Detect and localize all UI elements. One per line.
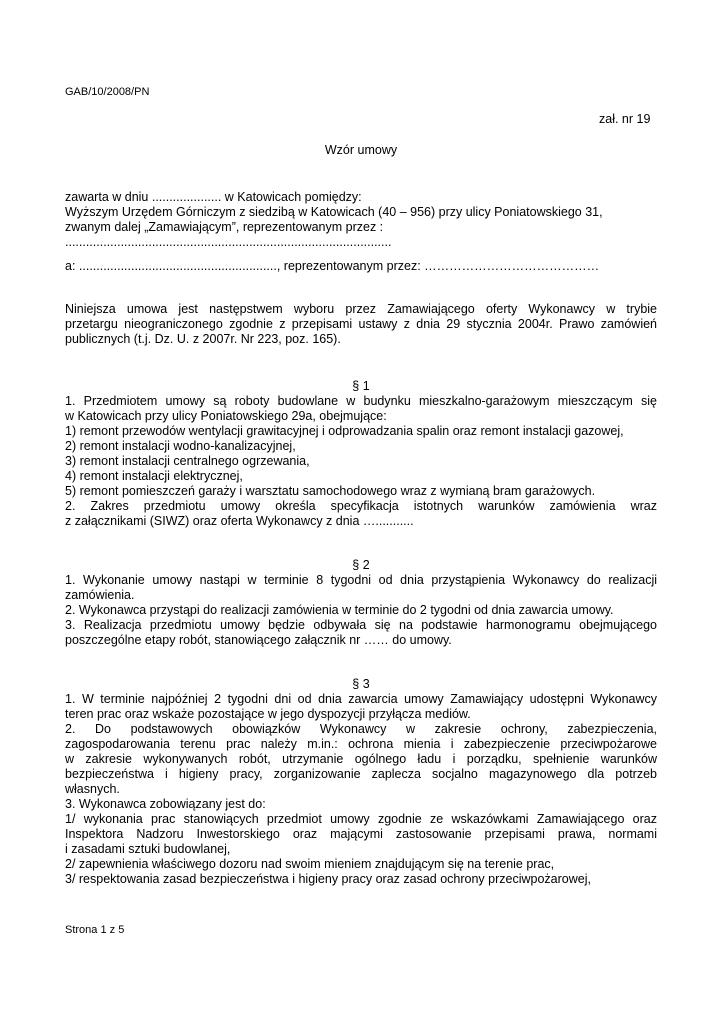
section-line: poszczególne etapy robót, stanowiącego załącznik nr …… do umowy. bbox=[65, 633, 452, 647]
section-heading: § 2 bbox=[352, 558, 370, 572]
section-line: bezpieczeństwa i higieny pracy, zorganizowanie zaplecza socjalno magazynowego dla potrzeb bbox=[65, 767, 657, 781]
intro-line: .............................................................................................. bbox=[65, 235, 392, 249]
section-line: w Katowicach przy ulicy Poniatowskiego 29a, obejmujące: bbox=[65, 409, 387, 423]
section-line: 1. Wykonanie umowy nastąpi w terminie 8 tygodni od dnia przystąpienia Wykonawcy do realizacji bbox=[65, 573, 657, 587]
section-line: zamówienia. bbox=[65, 588, 135, 602]
section-line: 3/ respektowania zasad bezpieczeństwa i higieny pracy oraz zasad ochrony przeciwpożarowej, bbox=[65, 872, 591, 886]
intro-line: zwanym dalej „Zamawiającym”, reprezentowanym przez : bbox=[65, 220, 384, 234]
section-line: 1. Przedmiotem umowy są roboty budowlane w budynku mieszkalno-garażowym mieszczącym się bbox=[65, 394, 657, 408]
section-line: 2) remont instalacji wodno-kanalizacyjnej, bbox=[65, 439, 296, 453]
section-line: z załącznikami (SIWZ) oraz oferta Wykonawcy z dnia …........... bbox=[65, 514, 414, 528]
section-line: 1) remont przewodów wentylacji grawitacyjnej i odprowadzania spalin oraz remont instalacji gazowej, bbox=[65, 424, 624, 438]
section-line: i zasadami sztuki budowlanej, bbox=[65, 842, 231, 856]
section-line: Inspektora Nadzoru Inwestorskiego oraz mającymi zastosowanie przepisami prawa, normami bbox=[65, 827, 657, 841]
section-heading: § 3 bbox=[352, 677, 370, 691]
section-line: 2. Do podstawowych obowiązków Wykonawcy w zakresie ochrony, zabezpieczenia, bbox=[65, 722, 657, 736]
intro-line: zawarta w dniu .................... w Katowicach pomiędzy: bbox=[65, 190, 362, 204]
section-line: 1. W terminie najpóźniej 2 tygodni dni od dnia zawarcia umowy Zamawiający udostępni Wykonawcy bbox=[65, 692, 657, 706]
section-line: 1/ wykonania prac stanowiących przedmiot umowy zgodnie ze wskazówkami Zamawiającego oraz bbox=[65, 812, 657, 826]
section-line: 2. Zakres przedmiotu umowy określa specyfikacja istotnych warunków zamówienia wraz bbox=[65, 499, 657, 513]
section-line: własnych. bbox=[65, 782, 120, 796]
section-heading: § 1 bbox=[352, 379, 370, 393]
preamble-line: Niniejsza umowa jest następstwem wyboru przez Zamawiającego oferty Wykonawcy w trybie bbox=[65, 302, 657, 316]
section-line: 3) remont instalacji centralnego ogrzewania, bbox=[65, 454, 310, 468]
document-code: GAB/10/2008/PN bbox=[65, 86, 150, 98]
section-line: zagospodarowania terenu prac należy m.in.: ochrona mienia i zabezpieczenie przeciwpożarowe bbox=[65, 737, 657, 751]
section-line: 4) remont instalacji elektrycznej, bbox=[65, 469, 243, 483]
attachment-number: zał. nr 19 bbox=[599, 112, 651, 126]
section-line: teren prac oraz wskaże pozostające w jego dyspozycji przyłącza mediów. bbox=[65, 707, 471, 721]
section-line: 3. Realizacja przedmiotu umowy będzie odbywała się na podstawie harmonogramu obejmującego bbox=[65, 618, 657, 632]
page-number: Strona 1 z 5 bbox=[65, 924, 125, 936]
section-line: 3. Wykonawca zobowiązany jest do: bbox=[65, 797, 266, 811]
preamble-line: publicznych (t.j. Dz. U. z 2007r. Nr 223, poz. 165). bbox=[65, 332, 341, 346]
intro-line: Wyższym Urzędem Górniczym z siedzibą w Katowicach (40 – 956) przy ulicy Poniatowskiego 31, bbox=[65, 205, 603, 219]
preamble-line: przetargu nieograniczonego zgodnie z przepisami ustawy z dnia 29 stycznia 2004r. Prawo zamówień bbox=[65, 317, 657, 331]
intro-line: a: ........................................................., reprezentowanym przez: …………………………………… bbox=[65, 259, 600, 273]
document-title: Wzór umowy bbox=[324, 143, 398, 157]
section-line: 5) remont pomieszczeń garaży i warsztatu samochodowego wraz z wymianą bram garażowych. bbox=[65, 484, 596, 498]
section-line: 2/ zapewnienia właściwego dozoru nad swoim mieniem znajdującym się na terenie prac, bbox=[65, 857, 555, 871]
section-line: 2. Wykonawca przystąpi do realizacji zamówienia w terminie do 2 tygodni od dnia zawarcia umowy. bbox=[65, 603, 614, 617]
section-line: w zakresie wykonywanych robót, utrzymanie ogólnego ładu i porządku, spełnienie warunków bbox=[65, 752, 657, 766]
